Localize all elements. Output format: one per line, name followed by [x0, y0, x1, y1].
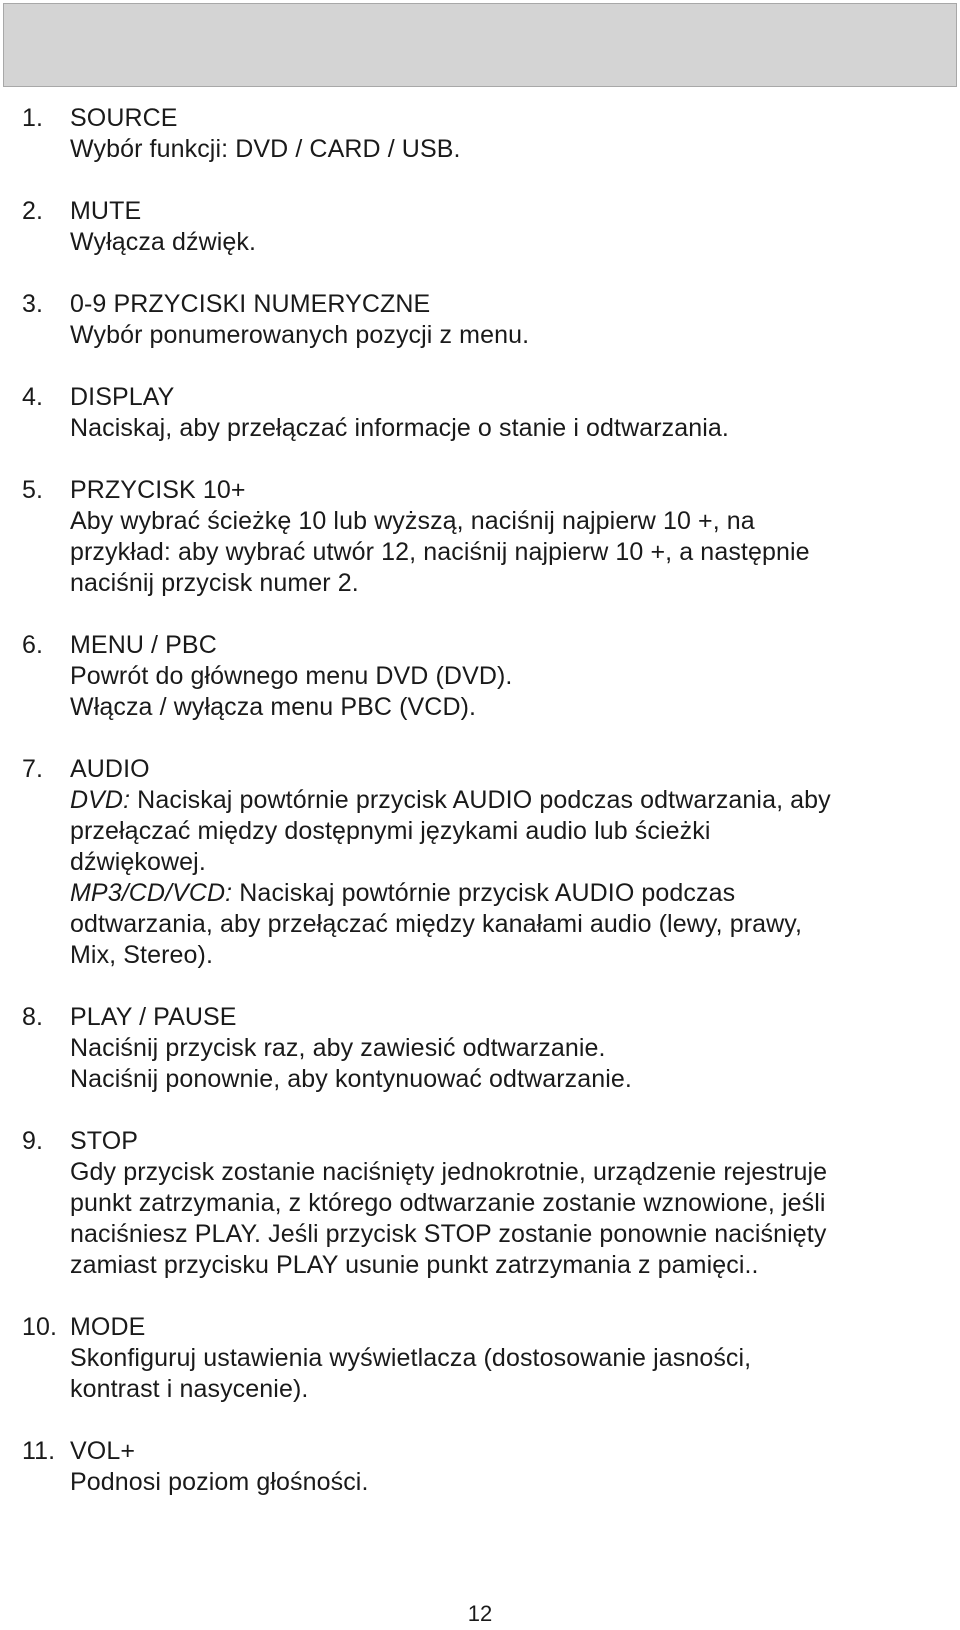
item-title: DISPLAY [70, 383, 175, 411]
header-bar [3, 3, 957, 87]
item-description-line: Aby wybrać ścieżkę 10 lub wyższą, naciśnij najpierw 10 +, na [70, 507, 755, 535]
mp3-description-line: odtwarzania, aby przełączać między kanałami audio (lewy, prawy, [70, 910, 803, 938]
item-title: PLAY / PAUSE [70, 1003, 237, 1031]
dvd-description-line: dźwiękowej. [70, 848, 206, 876]
mp3-text: Naciskaj powtórnie przycisk AUDIO podczas [232, 879, 736, 907]
item-description: Podnosi poziom głośności. [70, 1468, 369, 1496]
instruction-list [0, 103, 960, 1529]
item-description: Wyłącza dźwięk. [70, 228, 257, 256]
item-number: 4. [22, 383, 44, 411]
list-item-menu-pbc [0, 630, 960, 723]
item-number: 3. [22, 290, 44, 318]
dvd-text: Naciskaj powtórnie przycisk AUDIO podczas odtwarzania, aby [130, 786, 831, 814]
page-number: 12 [467, 1601, 493, 1626]
item-description-line: naciśniesz PLAY. Jeśli przycisk STOP zostanie ponownie naciśnięty [70, 1220, 827, 1248]
item-description: Naciskaj, aby przełączać informacje o stanie i odtwarzania. [70, 414, 729, 442]
list-item-mode [0, 1312, 960, 1405]
item-description-line: Powrót do głównego menu DVD (DVD). [70, 662, 513, 690]
item-title: MODE [70, 1313, 146, 1341]
list-item-play-pause [0, 1002, 960, 1095]
item-title: STOP [70, 1127, 139, 1155]
item-number: 5. [22, 476, 44, 504]
item-description-line: przykład: aby wybrać utwór 12, naciśnij najpierw 10 +, a następnie [70, 538, 810, 566]
dvd-description-line [70, 785, 950, 816]
item-number: 1. [22, 104, 44, 132]
item-description-line: zamiast przycisku PLAY usunie punkt zatrzymania z pamięci.. [70, 1251, 759, 1279]
item-description: Wybór ponumerowanych pozycji z menu. [70, 321, 530, 349]
item-number: 8. [22, 1003, 44, 1031]
item-number: 6. [22, 631, 44, 659]
item-number: 9. [22, 1127, 44, 1155]
item-title: SOURCE [70, 104, 178, 132]
list-item-display [0, 382, 960, 444]
list-item-numeric-buttons [0, 289, 960, 351]
item-description-line: Naciśnij ponownie, aby kontynuować odtwarzanie. [70, 1065, 632, 1093]
item-title: 0-9 PRZYCISKI NUMERYCZNE [70, 290, 431, 318]
list-item-audio [0, 754, 960, 971]
list-item-stop [0, 1126, 960, 1281]
dvd-label: DVD: [70, 786, 131, 814]
mp3-label: MP3/CD/VCD: [70, 879, 233, 907]
item-number: 2. [22, 197, 44, 225]
list-item-button-10-plus [0, 475, 960, 599]
item-number: 11. [22, 1437, 56, 1465]
item-title: AUDIO [70, 755, 150, 783]
item-title: MUTE [70, 197, 142, 225]
item-description-line: punkt zatrzymania, z którego odtwarzanie zostanie wznowione, jeśli [70, 1189, 826, 1217]
item-description-line: kontrast i nasycenie). [70, 1375, 309, 1403]
list-item-source [0, 103, 960, 165]
item-description-line: naciśnij przycisk numer 2. [70, 569, 359, 597]
list-item-mute [0, 196, 960, 258]
list-item-vol-plus [0, 1436, 960, 1498]
mp3-description-line: Mix, Stereo). [70, 941, 213, 969]
item-title: VOL+ [70, 1437, 136, 1465]
item-description-line: Włącza / wyłącza menu PBC (VCD). [70, 693, 477, 721]
item-description-line: Naciśnij przycisk raz, aby zawiesić odtwarzanie. [70, 1034, 606, 1062]
item-title: PRZYCISK 10+ [70, 476, 246, 504]
item-title: MENU / PBC [70, 631, 217, 659]
item-number: 10. [22, 1313, 58, 1341]
item-number: 7. [22, 755, 44, 783]
mp3-description-line [70, 878, 950, 909]
item-description-line: Gdy przycisk zostanie naciśnięty jednokrotnie, urządzenie rejestruje [70, 1158, 828, 1186]
item-description-line: Skonfiguruj ustawienia wyświetlacza (dostosowanie jasności, [70, 1344, 752, 1372]
item-description: Wybór funkcji: DVD / CARD / USB. [70, 135, 461, 163]
dvd-description-line: przełączać między dostępnymi językami audio lub ścieżki [70, 817, 711, 845]
